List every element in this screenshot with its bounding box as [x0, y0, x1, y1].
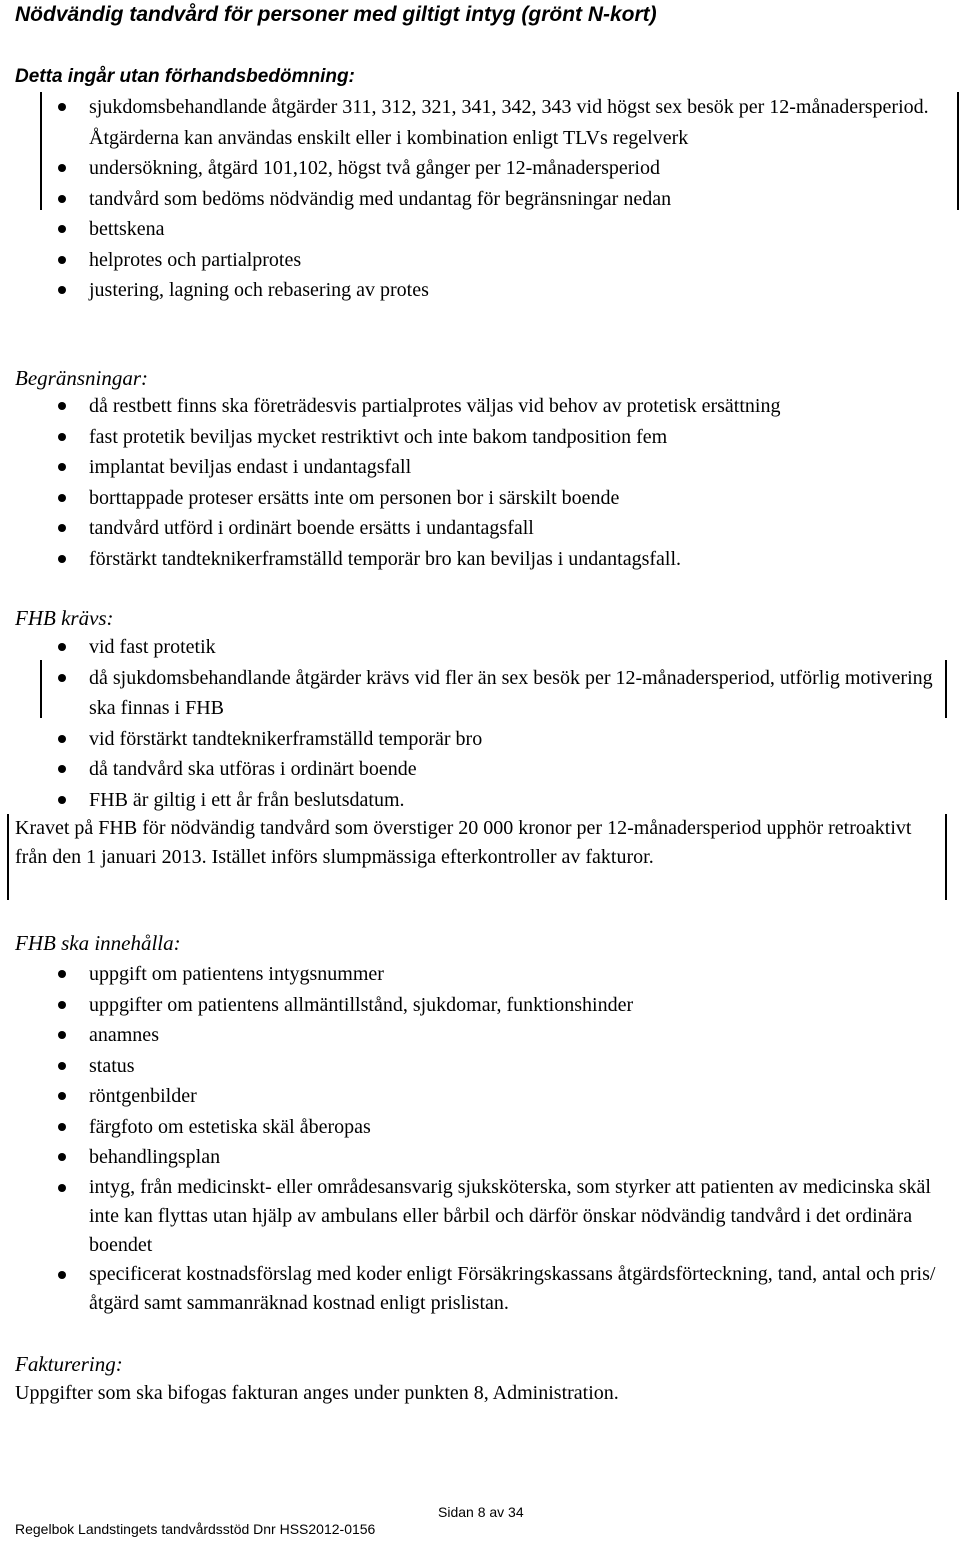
fhb-contents-list — [0, 959, 960, 1318]
section-heading-included: Detta ingår utan förhandsbedömning: — [15, 66, 355, 87]
list-item: uppgifter om patientens allmäntillstånd, sjukdomar, funktionshinder — [0, 990, 960, 1021]
list-item: anamnes — [0, 1020, 960, 1051]
bullet-icon — [58, 796, 66, 804]
list-item: vid fast protetik — [0, 632, 960, 663]
bullet-icon — [58, 555, 66, 563]
list-item: då restbett finns ska företrädesvis partialprotes väljas vid behov av protetisk ersättning — [0, 391, 960, 422]
bullet-icon — [58, 674, 66, 682]
bullet-icon — [58, 524, 66, 532]
section-heading-restrictions: Begränsningar: — [15, 366, 148, 390]
change-bar-right — [957, 92, 959, 210]
bullet-icon — [58, 195, 66, 203]
list-item: tandvård utförd i ordinärt boende ersätts i undantagsfall — [0, 513, 960, 544]
invoicing-paragraph: Uppgifter som ska bifogas fakturan anges under punkten 8, Administration. — [15, 1382, 619, 1404]
bullet-icon — [58, 970, 66, 978]
list-item: då sjukdomsbehandlande åtgärder krävs vid fler än sex besök per 12-månadersperiod, utförlig motivering ska finnas i FHB — [0, 663, 960, 724]
fhb-requirement-paragraph: Kravet på FHB för nödvändig tandvård som överstiger 20 000 kronor per 12-månadersperiod upphör retroaktivt från den 1 januari 2013. Istället införs slumpmässiga efterkontroller av fakturor. — [15, 817, 912, 868]
change-bar-left — [40, 660, 42, 718]
bullet-icon — [58, 735, 66, 743]
page-number: Sidan 8 av 34 — [438, 1504, 524, 1520]
bullet-icon — [58, 402, 66, 410]
list-item: röntgenbilder — [0, 1081, 960, 1112]
list-item: helprotes och partialprotes — [0, 245, 960, 276]
list-item: vid förstärkt tandteknikerframställd temporär bro — [0, 724, 960, 755]
bullet-icon — [58, 1271, 66, 1279]
fhb-required-list — [0, 632, 960, 815]
list-item: FHB är giltig i ett år från beslutsdatum. — [0, 785, 960, 816]
list-item: bettskena — [0, 214, 960, 245]
list-item: förstärkt tandteknikerframställd temporär bro kan beviljas i undantagsfall. — [0, 544, 960, 575]
bullet-icon — [58, 1123, 66, 1131]
section-heading-invoicing: Fakturering: — [15, 1352, 123, 1376]
bullet-icon — [58, 1153, 66, 1161]
list-item: sjukdomsbehandlande åtgärder 311, 312, 321, 341, 342, 343 vid högst sex besök per 12-månadersperiod. Åtgärderna kan användas enskilt eller i kombination enligt TLVs regelverk — [0, 92, 960, 153]
page-title: Nödvändig tandvård för personer med giltigt intyg (grönt N-kort) — [15, 3, 657, 26]
list-item: färgfoto om estetiska skäl åberopas — [0, 1112, 960, 1143]
list-item: uppgift om patientens intygsnummer — [0, 959, 960, 990]
included-list — [0, 92, 960, 306]
list-item: undersökning, åtgärd 101,102, högst två gånger per 12-månadersperiod — [0, 153, 960, 184]
list-item: implantat beviljas endast i undantagsfall — [0, 452, 960, 483]
change-bar-right — [945, 814, 947, 900]
change-bar-right — [945, 660, 947, 718]
change-bar-left — [7, 814, 9, 900]
section-heading-fhb-required: FHB krävs: — [15, 606, 114, 630]
bullet-icon — [58, 1092, 66, 1100]
list-item: fast protetik beviljas mycket restriktivt och inte bakom tandposition fem — [0, 422, 960, 453]
list-item: då tandvård ska utföras i ordinärt boende — [0, 754, 960, 785]
bullet-icon — [58, 286, 66, 294]
bullet-icon — [58, 164, 66, 172]
bullet-icon — [58, 1031, 66, 1039]
bullet-icon — [58, 1062, 66, 1070]
bullet-icon — [58, 103, 66, 111]
footer-document-reference: Regelbok Landstingets tandvårdsstöd Dnr HSS2012-0156 — [15, 1521, 376, 1537]
bullet-icon — [58, 643, 66, 651]
bullet-icon — [58, 765, 66, 773]
bullet-icon — [58, 1001, 66, 1009]
list-item: intyg, från medicinskt- eller områdesansvarig sjuksköterska, som styrker att patienten av medicinska skäl inte kan flyttas utan hjälp av ambulans eller bårbil och därför önskar nödvändig tandvård i det ordinära boendet — [0, 1173, 960, 1260]
bullet-icon — [58, 256, 66, 264]
list-item: behandlingsplan — [0, 1142, 960, 1173]
change-bar-left — [40, 92, 42, 210]
list-item: justering, lagning och rebasering av protes — [0, 275, 960, 306]
bullet-icon — [58, 463, 66, 471]
list-item: borttappade proteser ersätts inte om personen bor i särskilt boende — [0, 483, 960, 514]
bullet-icon — [58, 1184, 66, 1192]
section-heading-fhb-contents: FHB ska innehålla: — [15, 931, 181, 955]
list-item: status — [0, 1051, 960, 1082]
list-item: tandvård som bedöms nödvändig med undantag för begränsningar nedan — [0, 184, 960, 215]
bullet-icon — [58, 494, 66, 502]
list-item: specificerat kostnadsförslag med koder enligt Försäkringskassans åtgärdsförteckning, tand, antal och pris/åtgärd samt sammanräknad kostnad enligt prislistan. — [0, 1260, 960, 1318]
restrictions-list — [0, 391, 960, 574]
bullet-icon — [58, 433, 66, 441]
bullet-icon — [58, 225, 66, 233]
